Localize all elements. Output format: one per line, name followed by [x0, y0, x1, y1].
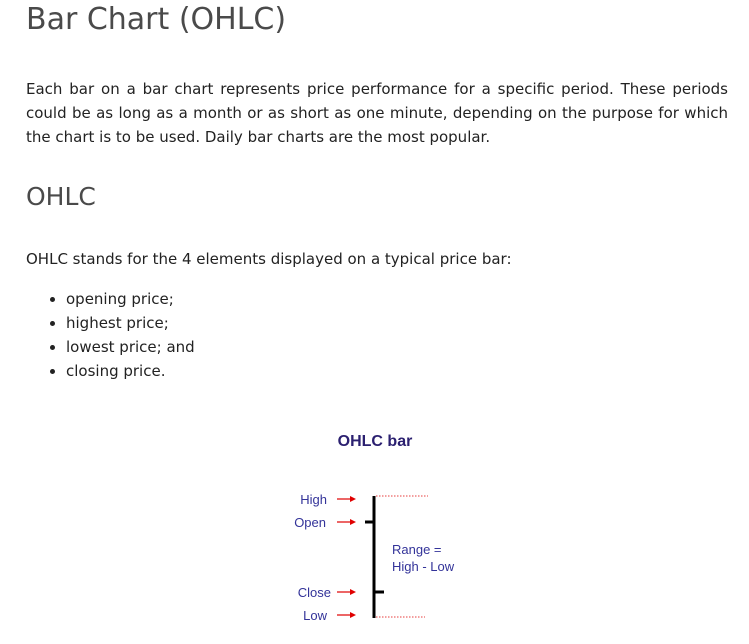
- arrowhead-close: [350, 589, 356, 595]
- section-lead: OHLC stands for the 4 elements displayed on a typical price bar:: [26, 250, 512, 268]
- label-high: High: [300, 492, 327, 507]
- figure-title: OHLC bar: [337, 433, 413, 450]
- list-item: • lowest price; and: [66, 335, 195, 359]
- arrowhead-open: [350, 519, 356, 525]
- range-label-line2: High - Low: [392, 559, 455, 574]
- arrowhead-low: [350, 612, 356, 618]
- intro-paragraph: Each bar on a bar chart represents price performance for a specific period. These periods could be as long as a month or as short as one minute, depending on the purpose for which the chart is to be used. Daily bar charts are the most popular.: [26, 80, 728, 146]
- list-item: • opening price;: [66, 287, 195, 311]
- ohlc-list: [26, 287, 195, 383]
- list-item: • highest price;: [66, 311, 195, 335]
- label-open: Open: [294, 515, 326, 530]
- page-title: Bar Chart (OHLC): [26, 2, 287, 37]
- arrowhead-high: [350, 496, 356, 502]
- list-item: • closing price.: [66, 359, 195, 383]
- range-label-line1: Range =: [392, 542, 442, 557]
- label-close: Close: [297, 585, 331, 600]
- label-low: Low: [303, 608, 327, 623]
- section-heading: OHLC: [26, 182, 96, 211]
